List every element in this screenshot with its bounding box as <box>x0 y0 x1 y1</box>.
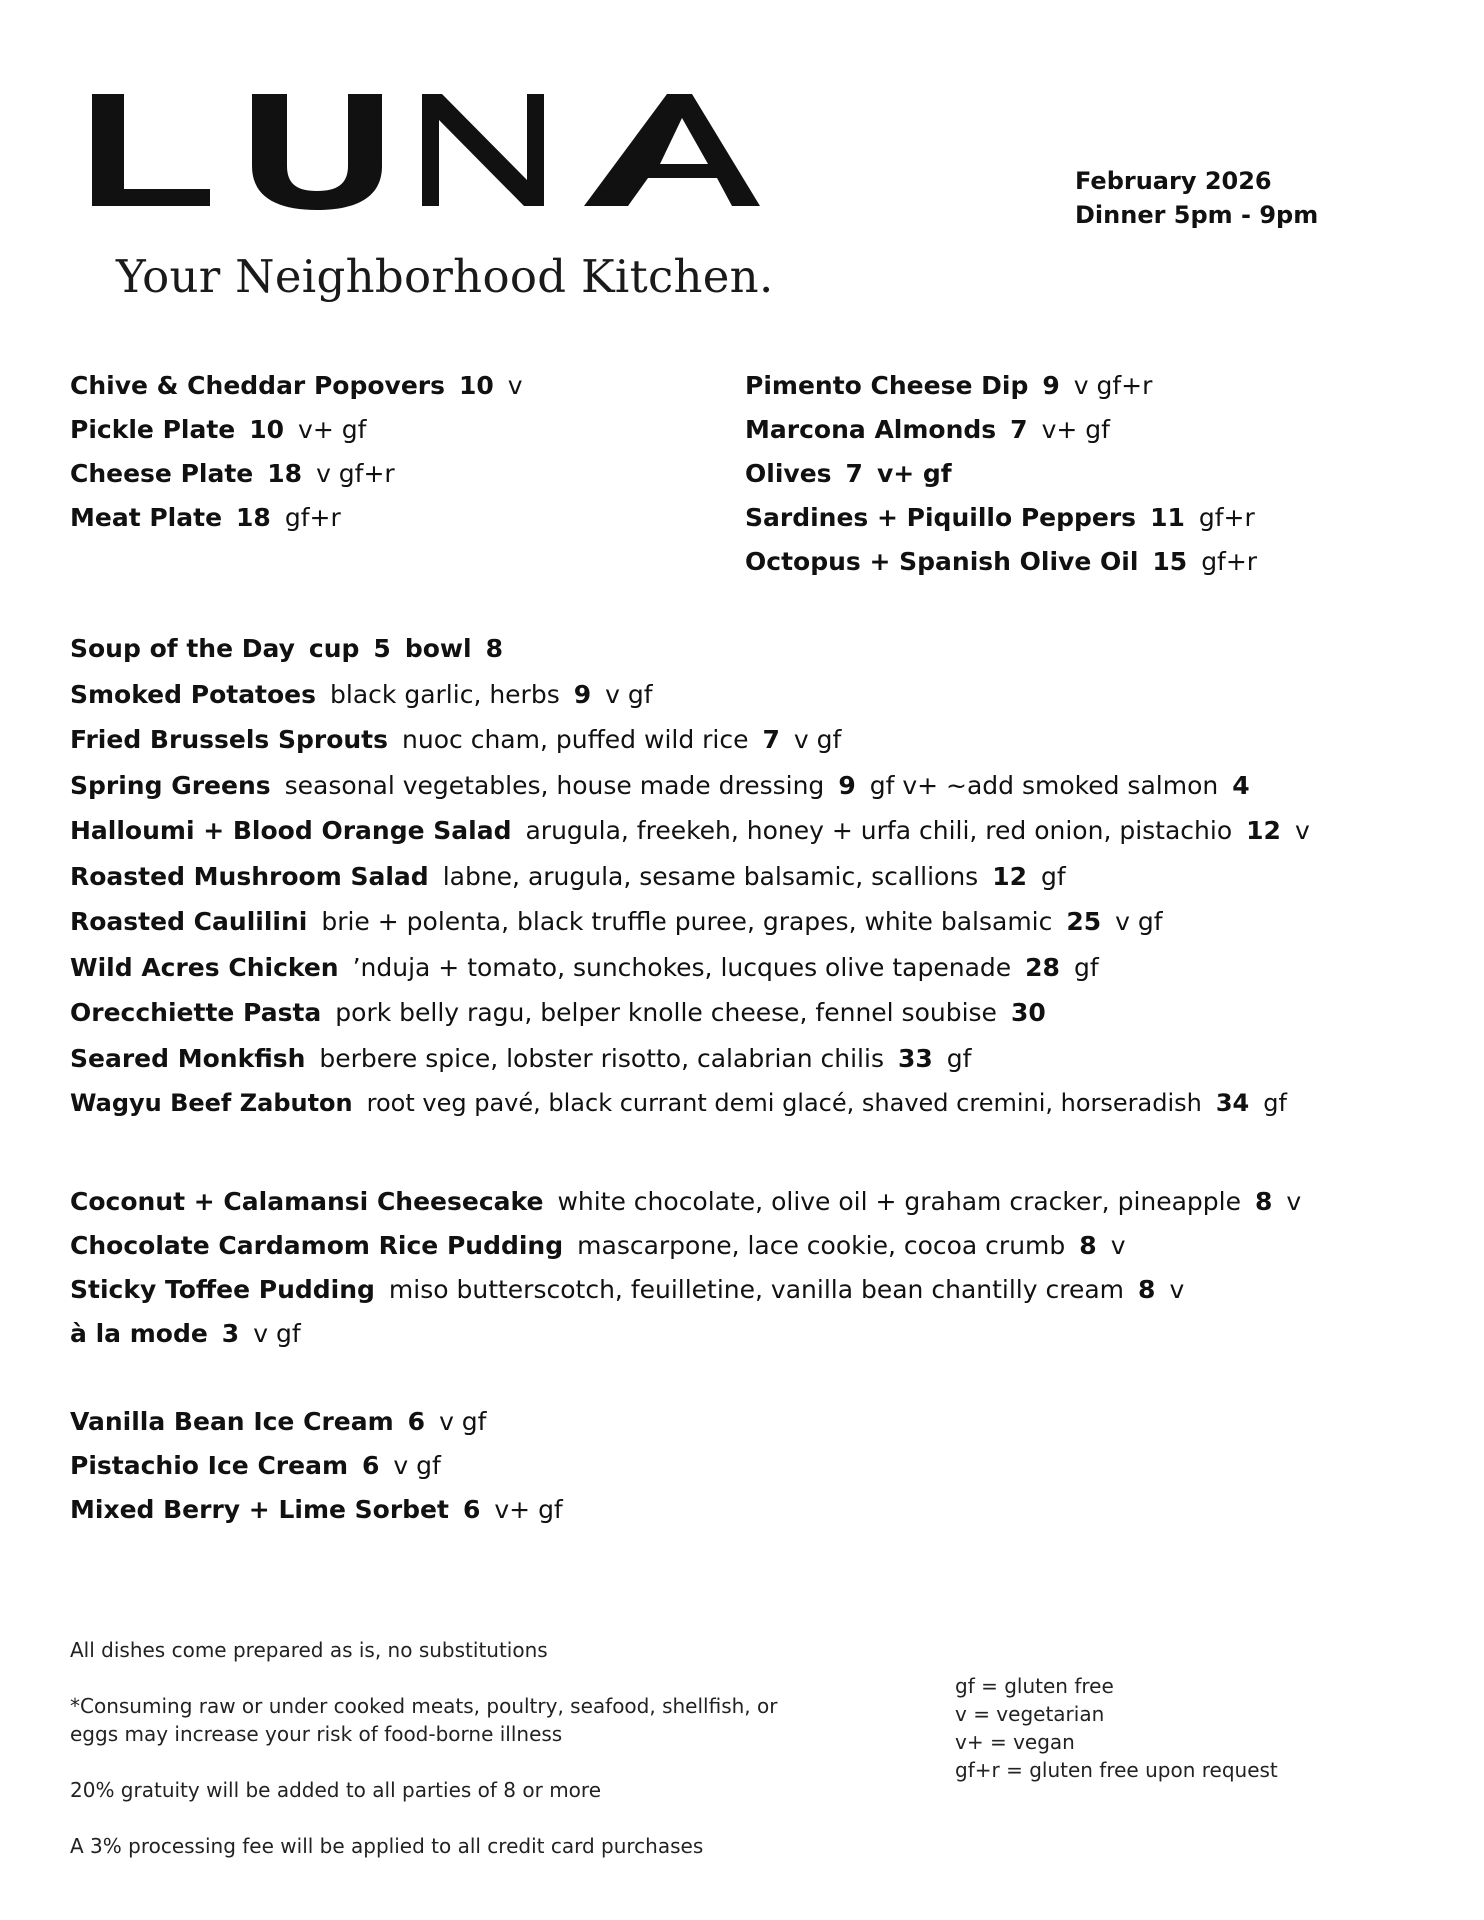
item-description: berbere spice, lobster risotto, calabrian chilis <box>319 1043 884 1073</box>
item-price: 8 <box>1079 1231 1097 1260</box>
service-info <box>1075 164 1318 232</box>
item-name: Sticky Toffee Pudding <box>70 1275 375 1304</box>
item-name: Roasted Caulilini <box>70 907 308 936</box>
item-price: 18 <box>267 459 303 488</box>
menu-item <box>745 452 1257 496</box>
item-price: 25 <box>1066 907 1102 936</box>
item-description: miso butterscotch, feuilletine, vanilla bean chantilly cream <box>388 1275 1125 1304</box>
item-name: Chive & Cheddar Popovers <box>70 371 445 400</box>
item-name: Meat Plate <box>70 503 223 532</box>
item-tags: gf+r <box>284 503 341 532</box>
item-price: 34 <box>1215 1089 1250 1117</box>
item-tags: v <box>1169 1275 1185 1304</box>
item-name: Pistachio Ice Cream <box>70 1451 348 1480</box>
item-price: 6 <box>462 1495 481 1524</box>
menu-item <box>745 540 1257 584</box>
item-price: 8 <box>1255 1187 1273 1216</box>
item-price: 11 <box>1150 503 1185 532</box>
item-description: arugula, freekeh, honey + urfa chili, red onion, pistachio <box>525 816 1233 845</box>
item-description: nuoc cham, puffed wild rice <box>402 725 749 754</box>
item-price: 10 <box>249 415 285 444</box>
menu-item <box>745 408 1257 452</box>
item-price: 9 <box>838 770 856 800</box>
bowl-price: 8 <box>485 634 503 663</box>
item-name: Smoked Potatoes <box>70 679 317 709</box>
menu-item <box>70 1081 1310 1127</box>
item-tags: v gf <box>605 679 653 709</box>
legend-gfr: gf+r = gluten free upon request <box>955 1758 1278 1782</box>
item-description: ’nduja + tomato, sunchokes, lucques olive tapenade <box>352 952 1012 982</box>
item-price: 10 <box>459 371 494 400</box>
menu-item <box>70 899 1310 945</box>
item-name: Orecchiette Pasta <box>70 998 322 1027</box>
legend-v: v = vegetarian <box>955 1702 1105 1726</box>
luna-logo <box>92 94 760 218</box>
item-tags: gf <box>946 1043 972 1073</box>
item-tags: v gf+r <box>1073 371 1153 400</box>
item-tags: v gf <box>793 725 842 754</box>
soup-item <box>70 626 1310 672</box>
item-tags: v gf <box>253 1319 301 1348</box>
item-name: Octopus + Spanish Olive Oil <box>745 547 1139 576</box>
item-name: Mixed Berry + Lime Sorbet <box>70 1495 449 1524</box>
menu-item <box>70 854 1310 900</box>
item-tags: gf <box>1073 952 1099 982</box>
item-tags: gf <box>1263 1089 1287 1117</box>
menu-item <box>70 1488 563 1532</box>
item-description: mascarpone, lace cookie, cocoa crumb <box>577 1231 1066 1260</box>
item-price: 9 <box>573 679 592 709</box>
menu-item <box>70 717 1310 763</box>
addon-price: 4 <box>1232 770 1250 800</box>
item-price: 9 <box>1042 371 1060 400</box>
item-name: Pimento Cheese Dip <box>745 371 1029 400</box>
item-name: Fried Brussels Sprouts <box>70 725 389 754</box>
item-name: Coconut + Calamansi Cheesecake <box>70 1187 544 1216</box>
item-tags: gf <box>1041 861 1066 891</box>
item-price: 6 <box>362 1451 380 1480</box>
item-price: 33 <box>897 1043 933 1073</box>
item-description: brie + polenta, black truffle puree, grapes, white balsamic <box>321 907 1053 936</box>
item-price: 30 <box>1010 998 1046 1027</box>
item-name: Seared Monkfish <box>70 1043 306 1073</box>
item-tags: gf+r <box>1198 503 1255 532</box>
item-name: à la mode <box>70 1319 208 1348</box>
menu-item <box>70 408 523 452</box>
item-name: Soup of the Day <box>70 634 295 663</box>
item-name: Wagyu Beef Zabuton <box>70 1089 353 1117</box>
desserts-section <box>70 1180 1301 1356</box>
item-tags: v <box>1286 1187 1302 1216</box>
tagline: Your Neighborhood Kitchen. <box>116 250 774 303</box>
item-tags: v+ gf <box>876 459 952 488</box>
menu-item <box>70 1224 1301 1268</box>
menu-item <box>70 1036 1310 1082</box>
processing-fee-note: A 3% processing fee will be applied to all credit card purchases <box>70 1834 704 1858</box>
item-name: Olives <box>745 459 832 488</box>
snacks-right-column <box>745 364 1257 584</box>
menu-item <box>70 364 523 408</box>
service-hours: Dinner 5pm - 9pm <box>1075 201 1319 229</box>
item-tags: v <box>1110 1231 1126 1260</box>
item-tags: v gf+r <box>316 459 395 488</box>
item-price: 7 <box>845 459 863 488</box>
menu-item <box>70 1444 563 1488</box>
cup-price: 5 <box>373 634 391 663</box>
item-name: Marcona Almonds <box>745 415 997 444</box>
footer-notes <box>70 1636 777 1860</box>
item-price: 3 <box>221 1319 240 1348</box>
item-name: Wild Acres Chicken <box>70 952 339 982</box>
item-tags: v <box>1294 816 1310 845</box>
legend-gf: gf = gluten free <box>955 1674 1114 1698</box>
item-description: labne, arugula, sesame balsamic, scallions <box>442 861 979 891</box>
item-price: 7 <box>1010 415 1028 444</box>
item-name: Cheese Plate <box>70 459 254 488</box>
menu-item <box>70 1312 1301 1356</box>
item-tags: v <box>507 371 523 400</box>
item-price: 6 <box>407 1407 426 1436</box>
item-tags: v gf <box>393 1451 441 1480</box>
item-price: 28 <box>1025 952 1060 982</box>
item-description: white chocolate, olive oil + graham cracker, pineapple <box>557 1187 1241 1216</box>
item-tags: v+ gf <box>1041 415 1110 444</box>
menu-item <box>70 945 1310 991</box>
item-name: Pickle Plate <box>70 415 236 444</box>
item-name: Halloumi + Blood Orange Salad <box>70 816 512 845</box>
dietary-legend <box>955 1672 1278 1784</box>
item-description: seasonal vegetables, house made dressing <box>284 770 825 800</box>
item-description: black garlic, herbs <box>330 679 560 709</box>
legend-vegan: v+ = vegan <box>955 1730 1075 1754</box>
menu-item <box>70 672 1310 718</box>
item-tags: gf+r <box>1201 547 1258 576</box>
menu-item <box>70 496 523 540</box>
menu-item <box>745 496 1257 540</box>
item-tags: gf v+ ~add smoked salmon <box>869 770 1219 800</box>
menu-item <box>70 1268 1301 1312</box>
item-name: Spring Greens <box>70 770 271 800</box>
bowl-label: bowl <box>404 634 472 663</box>
ice-cream-section <box>70 1400 563 1532</box>
item-description: root veg pavé, black currant demi glacé, shaved cremini, horseradish <box>366 1089 1202 1117</box>
item-name: Vanilla Bean Ice Cream <box>70 1407 394 1436</box>
raw-food-warning-line1: *Consuming raw or under cooked meats, poultry, seafood, shellfish, or <box>70 1694 778 1718</box>
menu-item <box>70 763 1310 809</box>
menu-date: February 2026 <box>1075 167 1272 195</box>
mains-section <box>70 626 1310 1127</box>
item-price: 8 <box>1138 1275 1156 1304</box>
menu-item <box>70 1400 563 1444</box>
item-tags: v gf <box>1115 907 1163 936</box>
item-tags: v+ gf <box>494 1495 563 1524</box>
item-tags: v gf <box>439 1407 487 1436</box>
item-tags: v+ gf <box>298 415 367 444</box>
substitution-note: All dishes come prepared as is, no substitutions <box>70 1638 548 1662</box>
gratuity-note: 20% gratuity will be added to all parties of 8 or more <box>70 1778 601 1802</box>
item-description: pork belly ragu, belper knolle cheese, fennel soubise <box>335 998 997 1027</box>
item-price: 18 <box>236 503 271 532</box>
menu-item <box>70 452 523 496</box>
menu-item <box>70 808 1310 854</box>
cup-label: cup <box>308 634 360 663</box>
menu-item <box>70 1180 1301 1224</box>
item-price: 12 <box>1246 816 1281 845</box>
item-price: 15 <box>1152 547 1188 576</box>
item-price: 7 <box>762 725 780 754</box>
item-name: Roasted Mushroom Salad <box>70 861 429 891</box>
item-name: Sardines + Piquillo Peppers <box>745 503 1137 532</box>
menu-item <box>745 364 1257 408</box>
snacks-left-column <box>70 364 523 540</box>
item-name: Chocolate Cardamom Rice Pudding <box>70 1231 564 1260</box>
raw-food-warning-line2: eggs may increase your risk of food-borne illness <box>70 1722 563 1746</box>
item-price: 12 <box>992 861 1027 891</box>
menu-item <box>70 990 1310 1036</box>
